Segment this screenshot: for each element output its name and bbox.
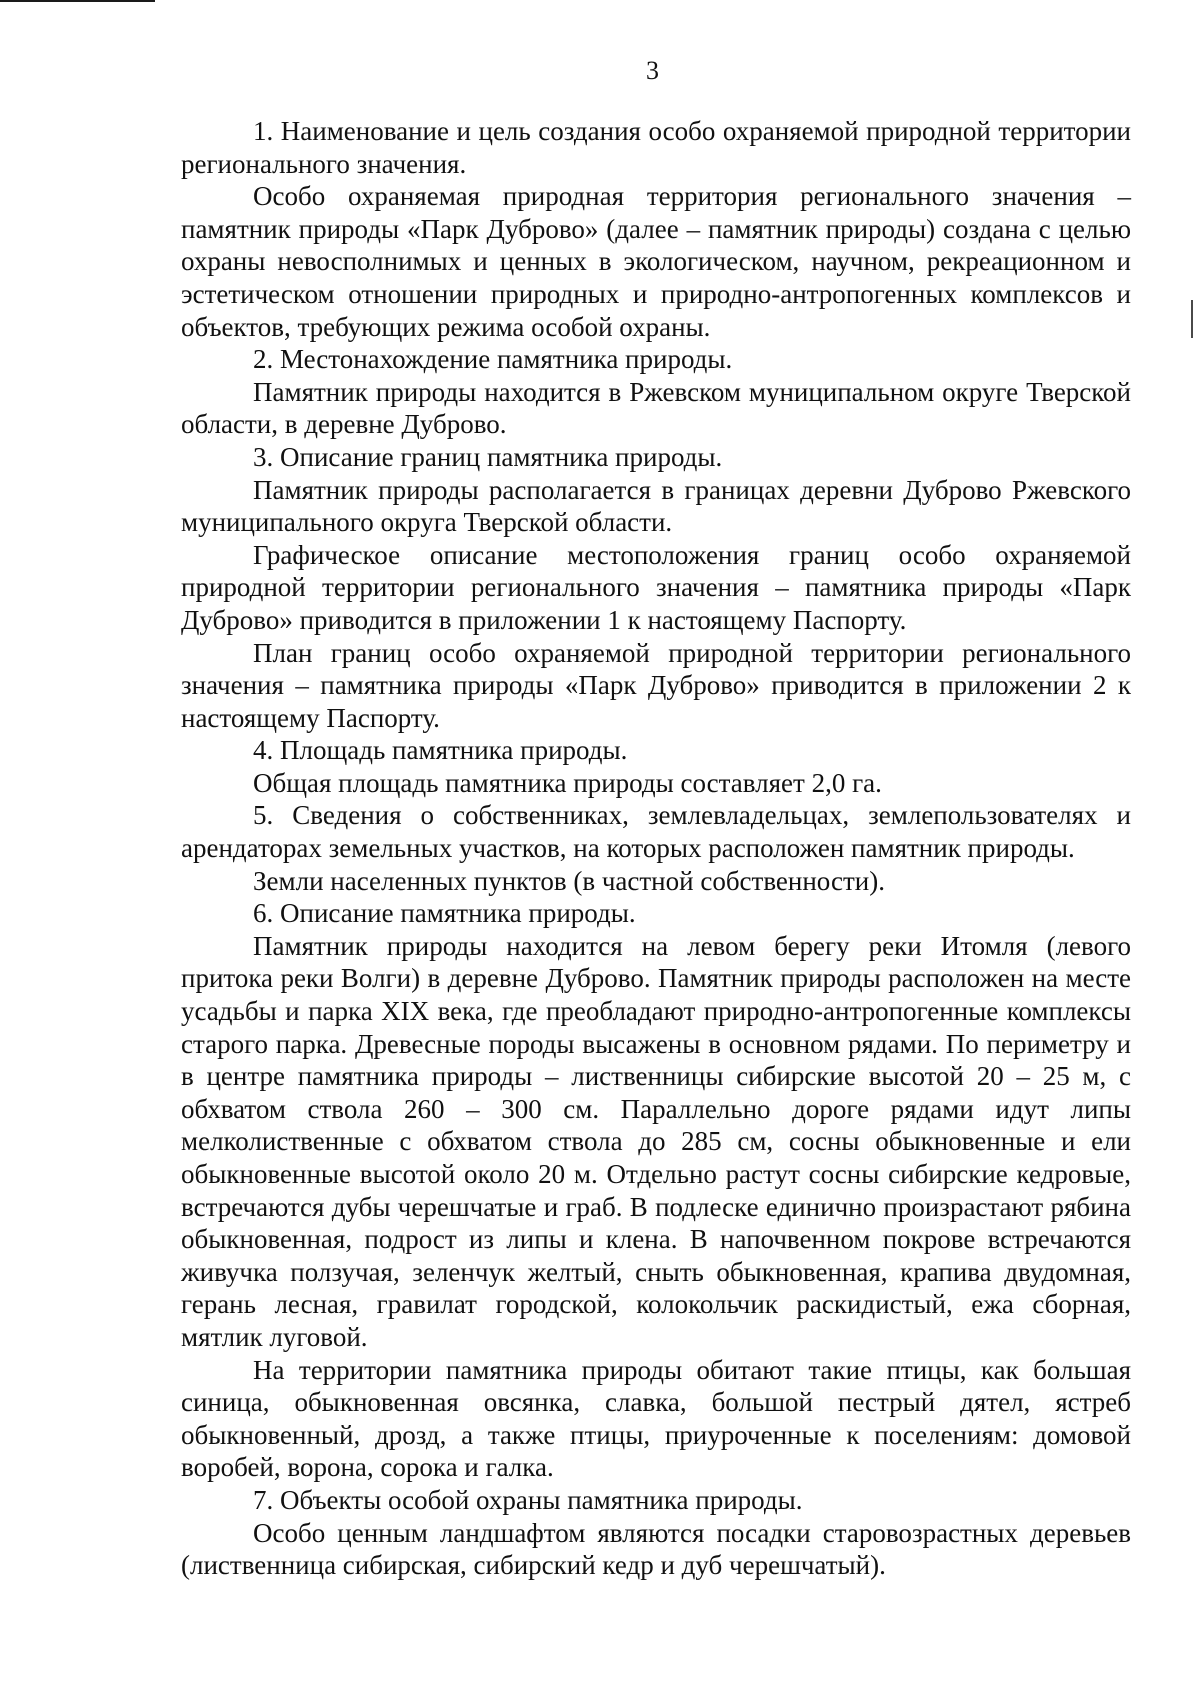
scan-edge-line-top [0, 0, 155, 2]
paragraph: Особо ценным ландшафтом являются посадки старовозрастных деревьев (лиственница сибирская, сибирский кедр и дуб черешчатый). [181, 1517, 1131, 1581]
paragraph: Памятник природы находится на левом берегу реки Итомля (левого притока реки Волги) в деревне Дуброво. Памятник природы расположен на месте усадьбы и парка XIX века, где преобладают природно-антропогенные комплексы старого парка. Древесные породы высажены в основном рядами. По периметру и в центре памятника природы – лиственницы сибирские высотой 20 – 25 м, с обхватом ствола 260 – 300 см. Параллельно дороге рядами идут липы мелколиственные с обхватом ствола до 285 см, сосны обыкновенные и ели обыкновенные высотой около 20 м. Отдельно растут сосны сибирские кедровые, встречаются дубы черешчатые и граб. В подлеске единично произрастают рябина обыкновенная, подрост из липы и клена. В напочвенном покрове встречаются живучка ползучая, зеленчук желтый, сныть обыкновенная, крапива двудомная, герань лесная, гравилат городской, колокольчик раскидистый, ежа сборная, мятлик луговой. [181, 930, 1131, 1352]
paragraph: Земли населенных пунктов (в частной собственности). [253, 865, 885, 896]
paragraph: Памятник природы располагается в границах деревни Дуброво Ржевского муниципального округа Тверской области. [181, 474, 1131, 538]
section-heading-3: 3. Описание границ памятника природы. [253, 441, 723, 472]
paragraph: Общая площадь памятника природы составляет 2,0 га. [253, 767, 882, 798]
section-heading-6: 6. Описание памятника природы. [253, 898, 636, 929]
section-heading-5: 5. Сведения о собственниках, землевладельцах, землепользователях и арендаторах земельных участков, на которых расположен памятник природы. [181, 800, 1131, 864]
paragraph: План границ особо охраняемой природной территории регионального значения – памятника природы «Парк Дуброво» приводится в приложении 2 к настоящему Паспорту. [181, 637, 1131, 733]
section-heading-4: 4. Площадь памятника природы. [253, 735, 628, 766]
paragraph: Памятник природы находится в Ржевском муниципальном округе Тверской области, в деревне Дуброво. [181, 376, 1131, 440]
document-body [181, 115, 1131, 1582]
section-heading-1: 1. Наименование и цель создания особо охраняемой природной территории регионального значения. [181, 116, 1131, 179]
paragraph: На территории памятника природы обитают такие птицы, как большая синица, обыкновенная овсянка, славка, большой пестрый дятел, ястреб обыкновенный, дрозд, а также птицы, приуроченные к поселениям: домовой воробей, ворона, сорока и галка. [181, 1354, 1131, 1483]
paragraph: Графическое описание местоположения границ особо охраняемой природной территории регионального значения – памятника природы «Парк Дуброво» приводится в приложении 1 к настоящему Паспорту. [181, 539, 1131, 635]
section-heading-7: 7. Объекты особой охраны памятника природы. [253, 1484, 803, 1515]
page-number: 3 [646, 56, 659, 85]
section-heading-2: 2. Местонахождение памятника природы. [253, 344, 733, 375]
paragraph: Особо охраняемая природная территория регионального значения – памятник природы «Парк Дуброво» (далее – памятник природы) создана с целью охраны невосполнимых и ценных в экологическом, научном, рекреационном и эстетическом отношении природных и природно-антропогенных комплексов и объектов, требующих режима особой охраны. [181, 181, 1131, 342]
scan-edge-line-right [1191, 300, 1193, 338]
